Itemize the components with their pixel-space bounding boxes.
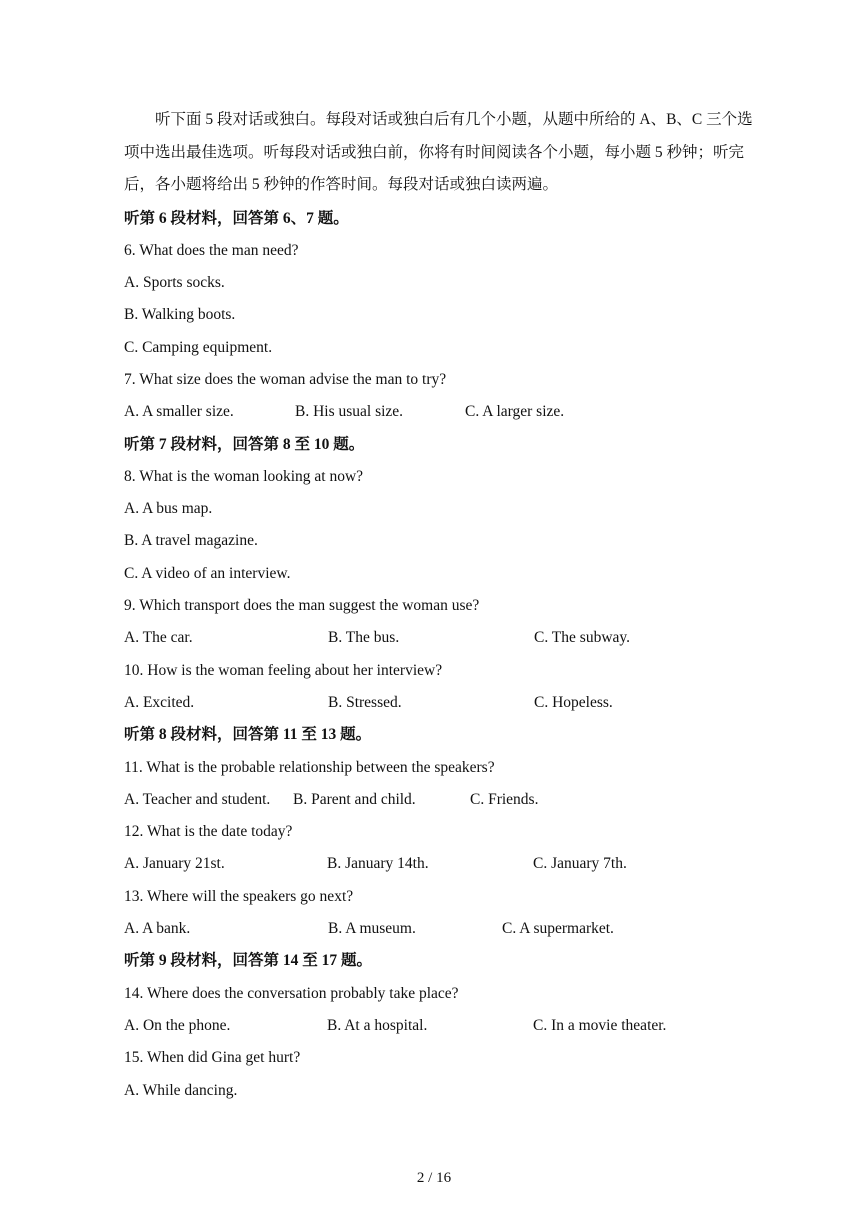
option-15a: A. While dancing.	[124, 1081, 238, 1099]
option-6c: C. Camping equipment.	[124, 338, 273, 356]
page-number: 2 / 16	[416, 1170, 452, 1186]
option-12a: A. January 21st.	[124, 855, 225, 873]
options-row-12	[124, 848, 754, 880]
options-row-13	[124, 913, 754, 945]
option-14a: A. On the phone.	[124, 1016, 231, 1034]
option-8c: C. A video of an interview.	[124, 564, 291, 582]
option-12b: B. January 14th.	[327, 855, 429, 873]
options-row-11	[124, 784, 754, 816]
question-6: 6. What does the man need?	[124, 241, 299, 259]
option-11c: C. Friends.	[470, 790, 539, 808]
question-14: 14. Where does the conversation probably take place?	[124, 984, 459, 1002]
instructions-paragraph: 听下面 5 段对话或独白。每段对话或独白后有几个小题，从题中所给的 A、B、C 三个选项中选出最佳选项。听每段对话或独白前，你将有时间阅读各个小题，每小题 5 秒钟；听完后，各小题将给出 5 秒钟的作答时间。每段对话或独白读两遍。	[124, 111, 753, 193]
options-row-9	[124, 622, 754, 654]
question-9: 9. Which transport does the man suggest the woman use?	[124, 597, 480, 615]
option-9a: A. The car.	[124, 629, 193, 647]
content-area	[124, 104, 754, 1107]
option-14c: C. In a movie theater.	[533, 1016, 667, 1034]
section-header: 听第 6 段材料，回答第 6、7 题。	[124, 209, 349, 227]
option-8a: A. A bus map.	[124, 500, 213, 518]
section-header: 听第 8 段材料，回答第 11 至 13 题。	[124, 726, 372, 744]
question-12: 12. What is the date today?	[124, 823, 293, 841]
option-14b: B. At a hospital.	[327, 1016, 428, 1034]
question-15: 15. When did Gina get hurt?	[124, 1049, 301, 1067]
section-header: 听第 9 段材料，回答第 14 至 17 题。	[124, 952, 373, 970]
option-12c: C. January 7th.	[533, 855, 627, 873]
option-11a: A. Teacher and student.	[124, 790, 271, 808]
option-9b: B. The bus.	[328, 629, 400, 647]
option-7c: C. A larger size.	[465, 403, 565, 421]
option-13a: A. A bank.	[124, 920, 191, 938]
option-7a: A. A smaller size.	[124, 403, 234, 421]
option-13c: C. A supermarket.	[502, 920, 614, 938]
question-11: 11. What is the probable relationship between the speakers?	[124, 758, 495, 776]
option-6a: A. Sports socks.	[124, 274, 225, 292]
option-8b: B. A travel magazine.	[124, 532, 258, 550]
question-13: 13. Where will the speakers go next?	[124, 887, 354, 905]
options-row-10	[124, 687, 754, 719]
options-row-7	[124, 396, 754, 428]
section-header: 听第 7 段材料，回答第 8 至 10 题。	[124, 435, 365, 453]
option-9c: C. The subway.	[534, 629, 631, 647]
option-10c: C. Hopeless.	[534, 693, 613, 711]
question-10: 10. How is the woman feeling about her interview?	[124, 661, 443, 679]
option-10a: A. Excited.	[124, 693, 195, 711]
question-8: 8. What is the woman looking at now?	[124, 467, 364, 485]
option-10b: B. Stressed.	[328, 693, 402, 711]
option-7b: B. His usual size.	[295, 403, 404, 421]
options-row-14	[124, 1010, 754, 1042]
option-11b: B. Parent and child.	[293, 790, 416, 808]
option-13b: B. A museum.	[328, 920, 416, 938]
question-7: 7. What size does the woman advise the man to try?	[124, 370, 447, 388]
option-6b: B. Walking boots.	[124, 306, 236, 324]
